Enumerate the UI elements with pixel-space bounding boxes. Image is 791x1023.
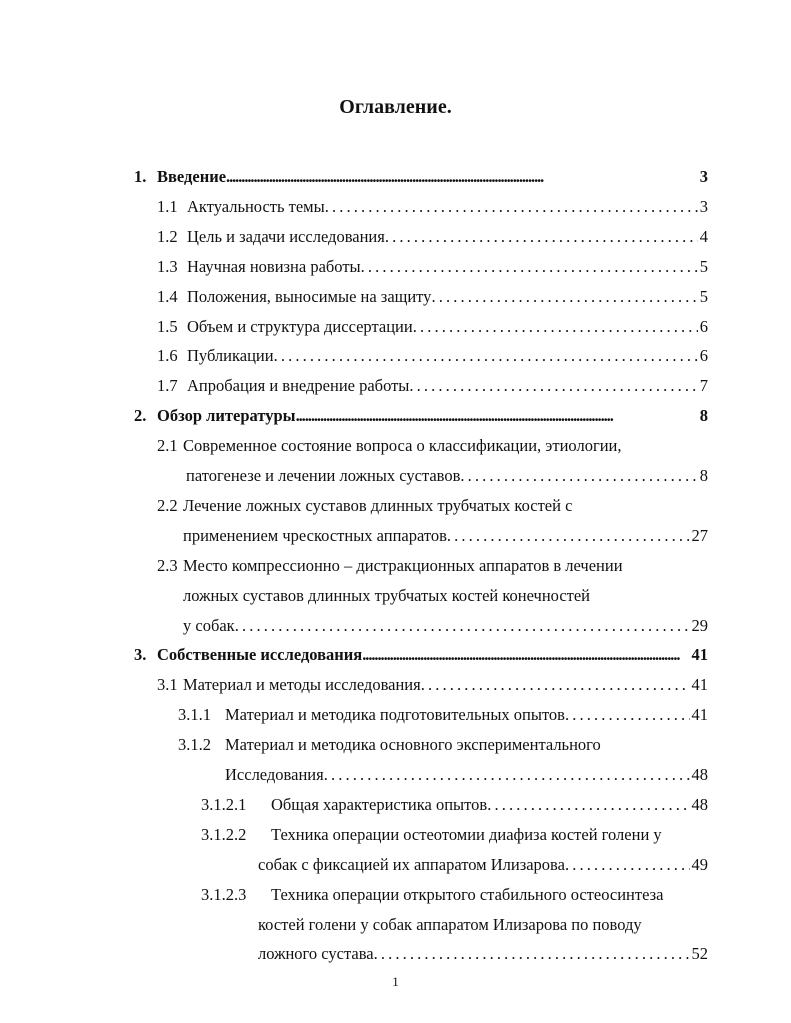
- toc-entry[interactable]: [134, 404, 708, 428]
- toc-entry-page: 52: [691, 944, 708, 964]
- toc-entry[interactable]: [157, 255, 708, 279]
- toc-entry-title: Актуальность темы: [187, 196, 325, 216]
- dot-leader: [325, 195, 698, 219]
- dot-leader: [447, 524, 690, 548]
- toc-entry-page: 49: [691, 854, 708, 874]
- toc-entry-title: применением чрескостных аппаратов: [183, 525, 447, 545]
- dot-leader: [385, 225, 698, 249]
- toc-entry[interactable]: [157, 285, 708, 309]
- toc-entry-page: 5: [699, 256, 708, 276]
- toc-entry-title: Общая характеристика опытов: [271, 794, 488, 814]
- toc-entry-title: Апробация и внедрение работы: [187, 376, 410, 396]
- toc-entry-number: 1.4: [157, 286, 178, 306]
- toc-entry[interactable]: [258, 942, 708, 966]
- toc-entry[interactable]: [183, 584, 590, 608]
- toc-entry-number: 1.6: [157, 346, 178, 366]
- toc-entry-page: 48: [691, 794, 708, 814]
- page-number: 1: [392, 974, 399, 989]
- toc-entry-number: 3.1: [157, 675, 178, 695]
- toc-entry-number: 2.3: [157, 555, 178, 575]
- dot-leader: [565, 853, 690, 877]
- toc-entry[interactable]: [157, 374, 708, 398]
- toc-entry[interactable]: [157, 434, 622, 458]
- toc-entry-number: 1.5: [157, 316, 178, 336]
- toc-entry-page: 27: [691, 525, 708, 545]
- toc-entry-title: Публикации: [187, 346, 274, 366]
- toc-entry-number: 3.1.2.1: [201, 794, 247, 814]
- dot-leader: [296, 404, 698, 428]
- toc-entry[interactable]: [183, 614, 708, 638]
- dot-leader: [361, 255, 698, 279]
- dot-leader: [409, 374, 697, 398]
- toc-entry[interactable]: [134, 165, 708, 189]
- toc-entry-number: 3.1.2: [178, 735, 211, 755]
- dot-leader: [324, 763, 690, 787]
- dot-leader: [487, 793, 689, 817]
- toc-entry-page: 4: [699, 226, 708, 246]
- toc-entry-page: 29: [691, 615, 708, 635]
- toc-entry-title: Цель и задачи исследования: [187, 226, 385, 246]
- dot-leader: [374, 942, 690, 966]
- toc-entry-page: 6: [699, 316, 708, 336]
- toc-entry-page: 8: [699, 406, 708, 426]
- dot-leader: [565, 703, 690, 727]
- dot-leader: [226, 165, 698, 189]
- toc-entry-number: 1.7: [157, 376, 178, 396]
- toc-entry[interactable]: [201, 823, 662, 847]
- toc-entry[interactable]: [225, 763, 708, 787]
- toc-entry[interactable]: [157, 315, 708, 339]
- toc-entry-number: 3.1.2.3: [201, 884, 247, 904]
- dot-leader: [274, 344, 698, 368]
- dot-leader: [421, 673, 690, 697]
- toc-entry[interactable]: [178, 703, 708, 727]
- toc-entry-title: у собак: [183, 615, 235, 635]
- toc-entry-title: Место компрессионно – дистракционных аппаратов в лечении: [183, 555, 623, 575]
- toc-entry-number: 1.3: [157, 256, 178, 276]
- toc-entry-page: 6: [699, 346, 708, 366]
- toc-entry-title: Научная новизна работы: [187, 256, 361, 276]
- toc-entry-number: 3.: [134, 645, 147, 665]
- toc-entry-page: 8: [699, 466, 708, 485]
- toc-entry[interactable]: [157, 554, 623, 578]
- toc-entry-title: ложных суставов длинных трубчатых костей конечностей: [183, 585, 591, 605]
- toc-entry[interactable]: [157, 225, 708, 249]
- toc-entry-page: 3: [699, 196, 708, 216]
- toc-entry-number: 2.: [134, 406, 147, 426]
- dot-leader: [431, 285, 697, 309]
- toc-entry-title: ложного сустава: [258, 944, 374, 964]
- toc-entry-number: 3.1.1: [178, 705, 211, 725]
- toc-entry-title: патогенезе и лечении ложных суставов: [186, 466, 461, 485]
- toc-entry[interactable]: [178, 733, 601, 757]
- toc-entry-title: Современное состояние вопроса о классификации, этиологии,: [183, 436, 622, 456]
- dot-leader: [413, 315, 698, 339]
- toc-entry[interactable]: [157, 195, 708, 219]
- toc-entry-title: Собственные исследования: [157, 645, 363, 665]
- toc-entry-number: 2.2: [157, 495, 178, 515]
- toc-entry-title: Введение: [157, 167, 227, 186]
- toc-entry[interactable]: [157, 344, 708, 368]
- toc-entry-page: 41: [691, 705, 708, 725]
- toc-entry[interactable]: [134, 643, 708, 667]
- toc-entry-page: 7: [699, 376, 708, 396]
- toc-entry-number: 1.2: [157, 226, 178, 246]
- toc-entry-title: Обзор литературы: [157, 406, 296, 426]
- toc-entry[interactable]: [157, 673, 708, 697]
- toc-entry-title: костей голени у собак аппаратом Илизарова по поводу: [258, 914, 642, 934]
- dot-leader: [362, 643, 689, 667]
- toc-entry-title: собак с фиксацией их аппаратом Илизарова: [258, 854, 565, 874]
- toc-entry[interactable]: [183, 524, 708, 548]
- toc-entry-title: Объем и структура диссертации: [187, 316, 413, 336]
- toc-entry-title: Материал и методика подготовительных опытов: [225, 705, 565, 725]
- toc-entry-page: 3: [699, 167, 708, 186]
- toc-entry-page: 41: [691, 645, 708, 665]
- toc-entry[interactable]: [258, 913, 642, 937]
- toc-entry[interactable]: [157, 494, 572, 518]
- toc-entry-number: 2.1: [157, 436, 178, 456]
- toc-entry-title: Техника операции открытого стабильного остеосинтеза: [271, 884, 664, 904]
- toc-entry-number: 1.1: [157, 196, 178, 216]
- dot-leader: [235, 614, 690, 638]
- dot-leader: [460, 464, 697, 488]
- toc-entry-title: Положения, выносимые на защиту: [187, 286, 432, 306]
- toc-entry-title: Исследования: [225, 765, 324, 784]
- toc-entry[interactable]: [201, 793, 708, 817]
- toc-entry-number: 3.1.2.2: [201, 824, 247, 844]
- toc-entry[interactable]: [201, 883, 663, 907]
- toc-entry-page: 5: [699, 286, 708, 306]
- toc-entry-title: Техника операции остеотомии диафиза костей голени у: [271, 824, 662, 844]
- toc-entry-number: 1.: [134, 167, 147, 186]
- toc-entry-page: 48: [691, 765, 708, 784]
- toc-entry-title: Материал и методика основного экспериментального: [225, 735, 601, 755]
- toc-title: Оглавление.: [339, 96, 452, 118]
- toc-entry[interactable]: [258, 853, 708, 877]
- toc-entry-title: Лечение ложных суставов длинных трубчатых костей с: [183, 495, 573, 515]
- toc-entry-page: 41: [691, 675, 708, 695]
- toc-entry-title: Материал и методы исследования: [183, 675, 421, 695]
- toc-entry[interactable]: [186, 464, 708, 488]
